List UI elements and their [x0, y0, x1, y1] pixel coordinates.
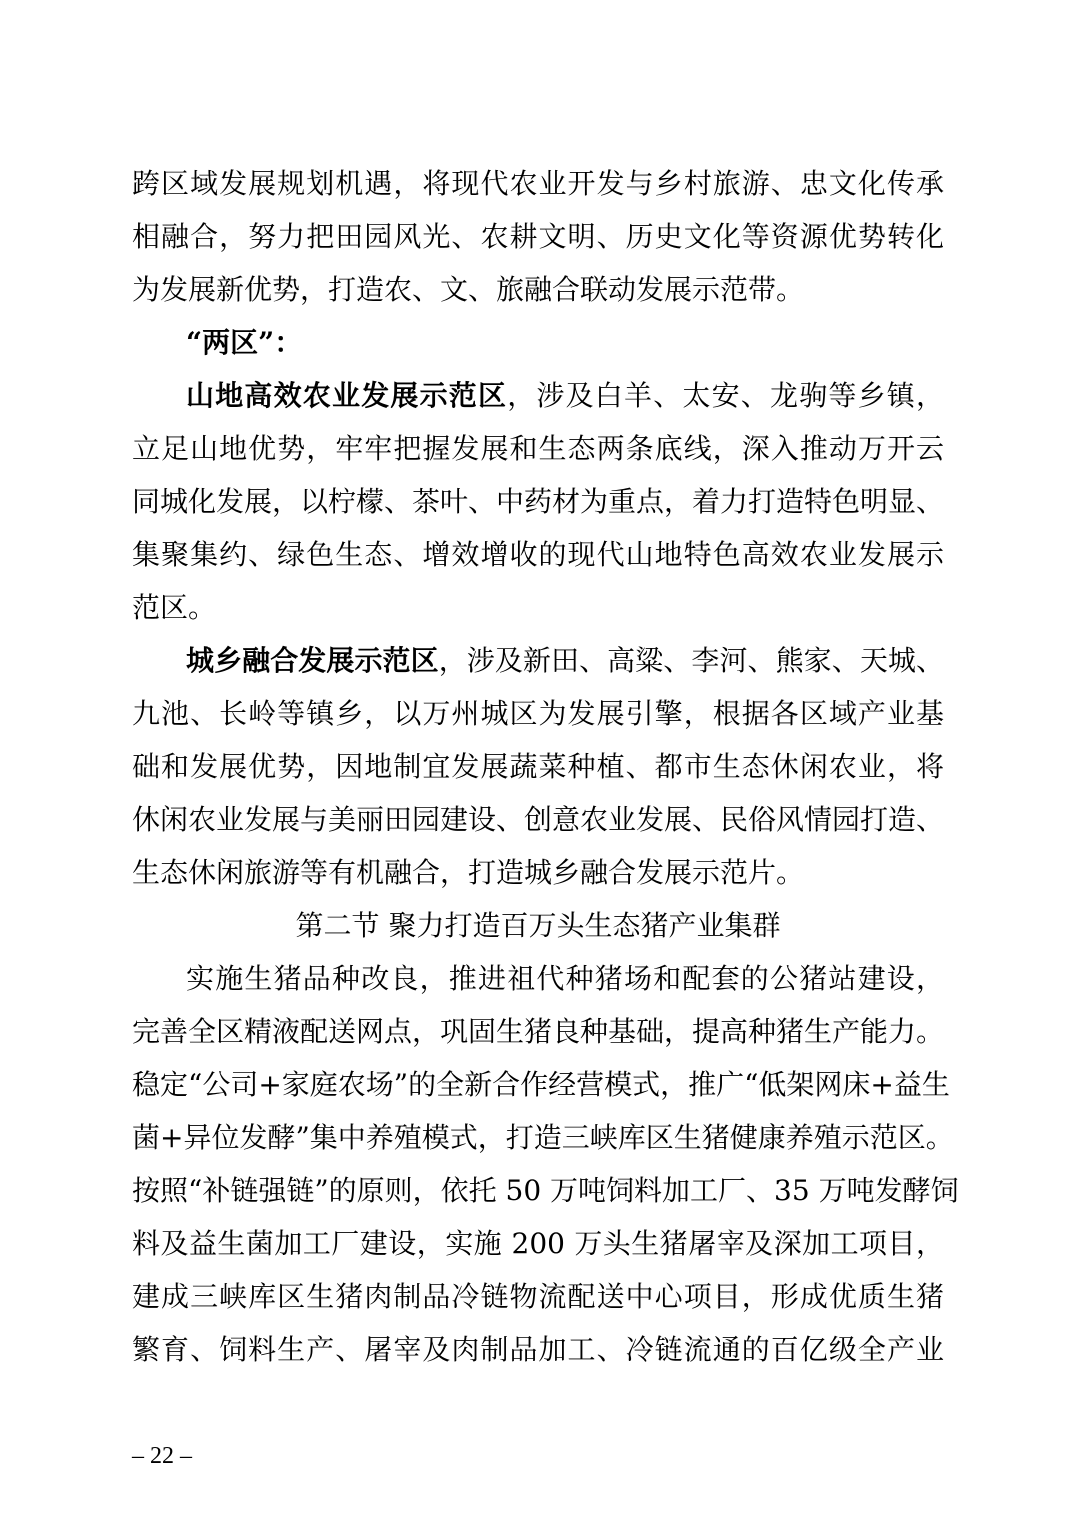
zone-title-mountain-agriculture: 山地高效农业发展示范区	[186, 379, 508, 412]
body-text-line: 实施生猪品种改良，推进祖代种猪场和配套的公猪站建设，	[186, 962, 944, 995]
body-text-line: 菌+异位发酵”集中养殖模式，打造三峡库区生猪健康养殖示范区。	[132, 1121, 954, 1154]
section-heading: 第二节 聚力打造百万头生态猪产业集群	[295, 909, 781, 942]
body-text-line: 相融合，努力把田园风光、农耕文明、历史文化等资源优势转化	[132, 220, 944, 253]
body-text-line: 范区。	[132, 591, 217, 624]
body-text-line: 繁育、饲料生产、屠宰及肉制品加工、冷链流通的百亿级全产业	[132, 1333, 944, 1366]
body-text-line: 建成三峡库区生猪肉制品冷链物流配送中心项目，形成优质生猪	[132, 1280, 944, 1313]
body-text-line: 生态休闲旅游等有机融合，打造城乡融合发展示范片。	[132, 856, 805, 889]
body-text-line: 集聚集约、绿色生态、增效增收的现代山地特色高效农业发展示	[132, 538, 944, 571]
body-text-line: 稳定“公司+家庭农场”的全新合作经营模式，推广“低架网床+益生	[132, 1068, 950, 1101]
body-text-line: 料及益生菌加工厂建设，实施 200 万头生猪屠宰及深加工项目，	[132, 1227, 944, 1260]
body-text-span: ，涉及新田、高粱、李河、熊家、天城、	[438, 644, 944, 677]
body-text-line: 按照“补链强链”的原则，依托 50 万吨饲料加工厂、35 万吨发酵饲	[132, 1174, 959, 1207]
body-text-line: 立足山地优势，牢牢把握发展和生态两条底线，深入推动万开云	[132, 432, 944, 465]
body-text-line: 同城化发展，以柠檬、茶叶、中药材为重点，着力打造特色明显、	[132, 485, 945, 518]
body-text-line	[186, 641, 944, 681]
section-label-two-zones: “两区”：	[186, 326, 303, 359]
body-text-line: 跨区域发展规划机遇，将现代农业开发与乡村旅游、忠文化传承	[132, 167, 944, 200]
body-text-line: 九池、长岭等镇乡，以万州城区为发展引擎，根据各区域产业基	[132, 697, 944, 730]
body-text-line: 为发展新优势，打造农、文、旅融合联动发展示范带。	[132, 273, 805, 306]
body-text-line	[186, 376, 944, 416]
body-text-line: 础和发展优势，因地制宜发展蔬菜种植、都市生态休闲农业，将	[132, 750, 944, 783]
body-text-line: 完善全区精液配送网点，巩固生猪良种基础，提高种猪生产能力。	[132, 1015, 945, 1048]
body-text-span: ，涉及白羊、太安、龙驹等乡镇，	[507, 379, 944, 412]
page-number: – 22 –	[132, 1443, 192, 1469]
zone-title-urban-rural: 城乡融合发展示范区	[186, 644, 439, 677]
body-text-line: 休闲农业发展与美丽田园建设、创意农业发展、民俗风情园打造、	[132, 803, 945, 836]
